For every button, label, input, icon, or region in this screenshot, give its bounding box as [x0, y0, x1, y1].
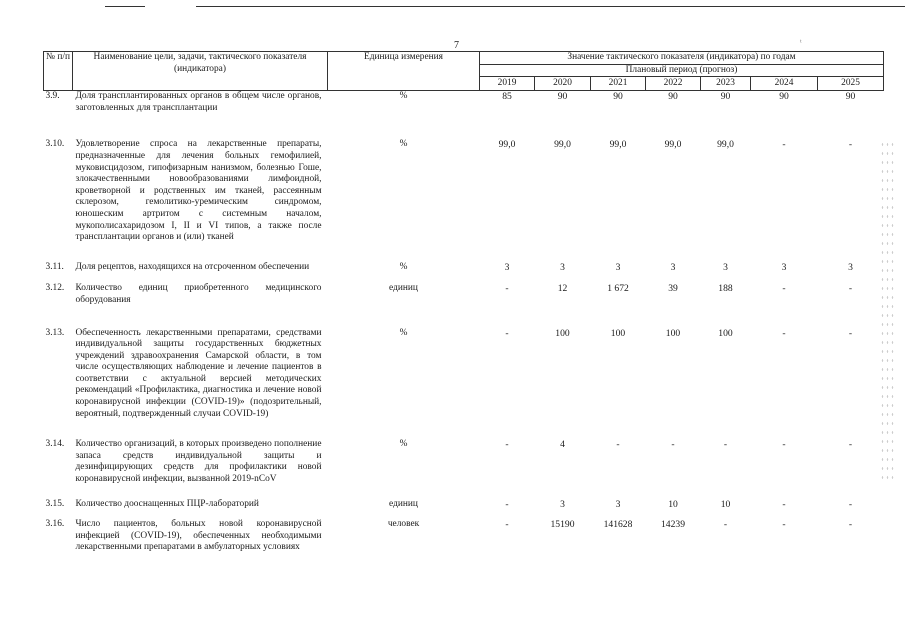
indicator-name: Число пациентов, больных новой коронавирусной инфекцией (COVID-19), обеспеченных необходимыми лекарственными препаратами в амбулаторных условиях [75, 519, 322, 553]
value-cell: - [782, 519, 786, 531]
value-cell: - [848, 439, 853, 451]
value-cell: - [671, 439, 675, 451]
unit-cell: % [399, 439, 408, 450]
table-row [44, 139, 884, 261]
value-cell: 4 [560, 439, 565, 451]
value-cell: 3 [781, 261, 787, 273]
value-cell: 99,0 [498, 139, 516, 151]
indicator-name: Количество дооснащенных ПЦР-лабораторий [75, 498, 259, 509]
row-number: 3.16. [45, 519, 65, 530]
value-cell: 1 672 [607, 283, 629, 295]
value-cell: 3 [670, 261, 676, 273]
top-rule-right [196, 6, 905, 7]
value-cell: - [505, 283, 509, 295]
top-rule-left [105, 6, 145, 7]
year-header: 2023 [701, 77, 751, 91]
table-row [44, 283, 884, 327]
year-header: 2020 [535, 77, 591, 91]
table-row [44, 91, 884, 140]
value-cell: 100 [555, 327, 570, 339]
value-cell: - [505, 439, 509, 451]
table-row [44, 519, 884, 554]
value-cell: - [848, 139, 853, 151]
value-cell: 10 [720, 498, 731, 510]
unit-cell: единиц [389, 498, 418, 509]
value-cell: 15190 [550, 519, 575, 531]
value-cell: 99,0 [554, 139, 571, 151]
value-cell: 3 [615, 498, 621, 510]
year-header: 2024 [751, 77, 818, 91]
value-cell: - [848, 498, 853, 510]
row-number: 3.14. [45, 439, 65, 450]
indicator-name: Количество единиц приобретенного медицинского оборудования [75, 283, 322, 305]
corner-mark: ᵗ [800, 37, 802, 47]
indicator-table [43, 51, 884, 554]
value-cell: - [782, 327, 786, 339]
value-cell: 90 [720, 91, 731, 103]
value-cell: - [616, 439, 620, 451]
row-number: 3.9. [45, 91, 60, 102]
value-cell: 90 [613, 91, 623, 103]
value-cell: 3 [848, 261, 853, 273]
value-cell: 3 [504, 261, 510, 273]
header-unit: Единица измерения [328, 52, 480, 91]
value-cell: 90 [668, 91, 678, 103]
value-cell: 99,0 [664, 139, 682, 151]
value-cell: 100 [610, 327, 626, 339]
value-cell: - [782, 439, 786, 451]
value-cell: - [848, 519, 853, 531]
value-cell: 99,0 [717, 139, 734, 151]
table-row [44, 499, 884, 520]
value-cell: 3 [723, 261, 728, 273]
row-number: 3.12. [45, 283, 65, 294]
value-cell: - [782, 283, 786, 295]
value-cell: 90 [557, 91, 568, 103]
header-planned: Плановый период (прогноз) [480, 64, 884, 77]
value-cell: 99,0 [609, 139, 627, 151]
value-cell: 12 [557, 283, 568, 295]
table-row [44, 328, 884, 440]
value-cell: 10 [668, 498, 678, 510]
value-cell: 90 [845, 91, 856, 103]
row-number: 3.11. [45, 261, 64, 272]
value-cell: 188 [718, 283, 733, 295]
value-cell: 90 [779, 91, 789, 103]
value-cell: - [505, 327, 509, 339]
year-header: 2022 [646, 77, 701, 91]
unit-cell: человек [387, 519, 420, 530]
value-cell: 100 [665, 327, 681, 339]
value-cell: - [723, 439, 728, 451]
value-cell: 85 [502, 91, 512, 103]
value-cell: 100 [718, 327, 733, 339]
indicator-name: Доля трансплантированных органов в общем числе органов, заготовленных для трансплантации [75, 91, 322, 113]
header-num: № п/п [44, 52, 73, 91]
value-cell: - [505, 498, 509, 510]
row-number: 3.10. [45, 139, 65, 150]
unit-cell: % [399, 91, 408, 102]
value-cell: - [848, 283, 853, 295]
value-cell: - [723, 519, 728, 531]
year-header: 2021 [591, 77, 646, 91]
indicator-name: Количество организаций, в которых произведено пополнение запаса средств индивидуальной защиты и дезинфицирующих средств для профилактики новой коронавирусной инфекции, вызванной 2019-nCoV [75, 439, 322, 485]
value-cell: - [782, 139, 786, 151]
value-cell: - [782, 498, 786, 510]
indicator-name: Обеспеченность лекарственными препаратами, средствами индивидуальной защиты государственных бюджетных учреждений здравоохранения Самарской области, в том числе осуществляющих наблюдение и лечение пациентов в соответствии с актуальной версией методических рекомендаций «Профилактика, диагностика и лечение новой коронавирусной инфекции (COVID-19)» (подозрительный, вероятный, подтвержденный случаи COVID-19) [75, 327, 322, 419]
indicator-name: Удовлетворение спроса на лекарственные препараты, предназначенные для лечения больных гемофилией, муковисцидозом, гипофизарным нанизмом, болезнью Гоше, злокачественными новообразованиями лимфоидной, кроветворной и родственных им тканей, рассеянным склерозом, гемолитико-уремическим синдромом, юношеским артритом с системным началом, мукополисахаридозом I, II и VI типов, а также после трансплантации органов и (или) тканей [75, 139, 322, 243]
row-number: 3.13. [45, 327, 65, 338]
row-number: 3.15. [45, 498, 65, 509]
unit-cell: % [399, 261, 408, 272]
value-cell: 3 [560, 261, 565, 273]
table-row [44, 439, 884, 498]
header-values: Значение тактического показателя (индикатора) по годам [480, 52, 884, 65]
value-cell: 141628 [603, 519, 633, 531]
unit-cell: % [399, 327, 408, 338]
year-header: 2019 [480, 77, 535, 91]
value-cell: 3 [560, 498, 565, 510]
year-header: 2025 [818, 77, 884, 91]
value-cell: - [848, 327, 853, 339]
table-row [44, 262, 884, 284]
page-number: 7 [454, 40, 459, 51]
value-cell: 39 [668, 283, 678, 295]
header-name: Наименование цели, задачи, тактического показателя (индикатора) [73, 52, 328, 91]
unit-cell: единиц [389, 283, 418, 294]
indicator-name: Доля рецептов, находящихся на отсроченном обеспечении [75, 261, 310, 272]
value-cell: 3 [615, 261, 621, 273]
value-cell: 14239 [661, 519, 685, 531]
value-cell: - [505, 519, 509, 531]
unit-cell: % [399, 139, 408, 150]
